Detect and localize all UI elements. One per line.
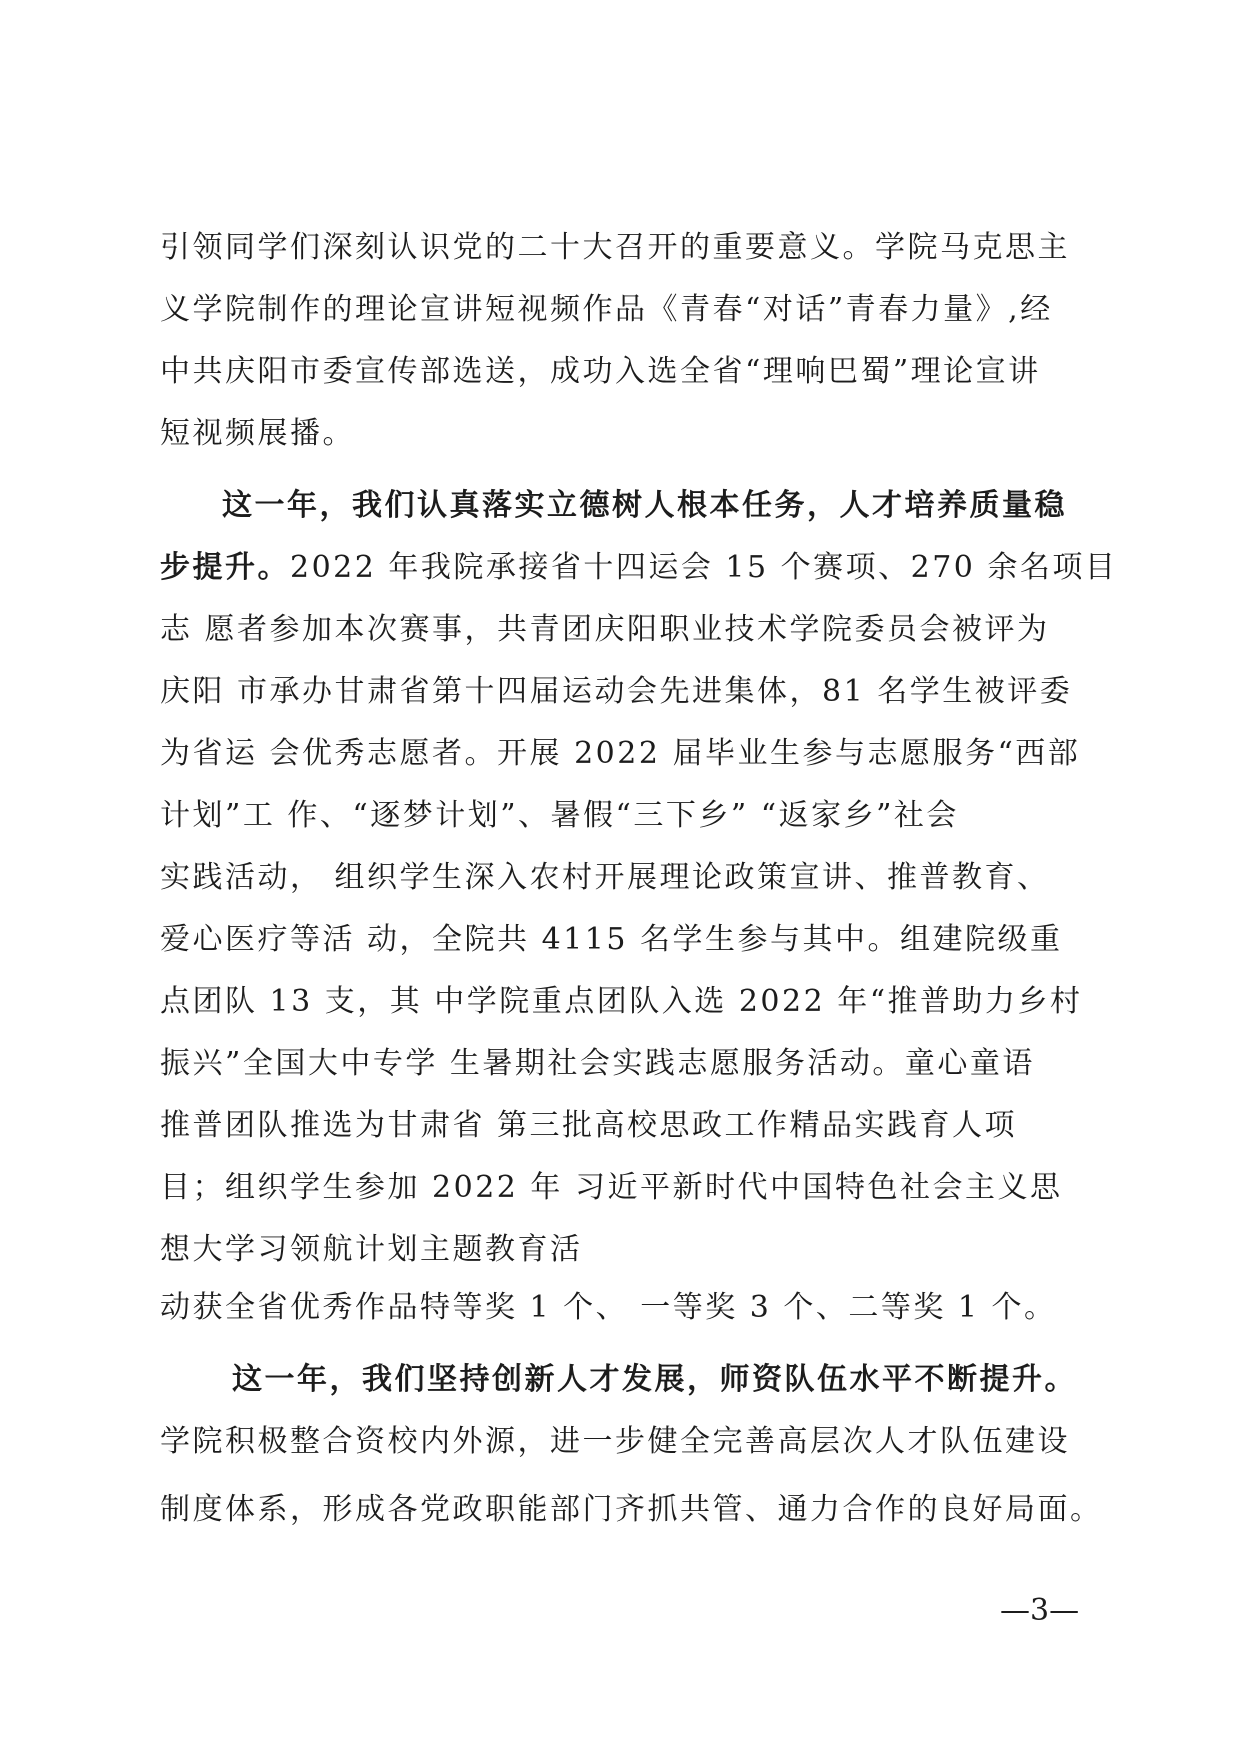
bold-heading: 这一年，我们坚持创新人才发展，师资队伍水平不断提升。 bbox=[232, 1362, 1077, 1397]
section-heading-line bbox=[232, 1362, 1077, 1398]
body-line: 点团队 13 支，其 中学院重点团队入选 2022 年“推普助力乡村 bbox=[160, 984, 1083, 1019]
body-line: 义学院制作的理论宣讲短视频作品《青春“对话”青春力量》,经 bbox=[160, 292, 1053, 327]
section-heading-line bbox=[222, 488, 1067, 524]
body-line: 目；组织学生参加 2022 年 习近平新时代中国特色社会主义思 bbox=[160, 1170, 1063, 1205]
bold-heading: 步提升。 bbox=[160, 550, 290, 585]
body-line bbox=[160, 550, 1117, 586]
body-line: 志 愿者参加本次赛事，共青团庆阳职业技术学院委员会被评为 bbox=[160, 612, 1050, 647]
body-line: 动获全省优秀作品特等奖 1 个、 一等奖 3 个、二等奖 1 个。 bbox=[160, 1290, 1057, 1325]
body-line: 学院积极整合资校内外源，进一步健全完善高层次人才队伍建设 bbox=[160, 1424, 1070, 1459]
body-line: 制度体系，形成各党政职能部门齐抓共管、通力合作的良好局面。 bbox=[160, 1492, 1103, 1527]
bold-heading: 这一年，我们认真落实立德树人根本任务，人才培养质量稳 bbox=[222, 488, 1067, 523]
body-line: 中共庆阳市委宣传部选送，成功入选全省“理响巴蜀”理论宣讲 bbox=[160, 354, 1041, 389]
body-line: 为省运 会优秀志愿者。开展 2022 届毕业生参与志愿服务“西部 bbox=[160, 736, 1081, 771]
body-line: 引领同学们深刻认识党的二十大召开的重要意义。学院马克思主 bbox=[160, 230, 1070, 265]
body-line: 想大学习领航计划主题教育活 bbox=[160, 1232, 583, 1267]
body-line: 庆阳 市承办甘肃省第十四届运动会先进集体，81 名学生被评委 bbox=[160, 674, 1073, 709]
body-line: 短视频展播。 bbox=[160, 416, 355, 451]
page-number: —3— bbox=[1000, 1593, 1080, 1628]
body-line: 计划”工 作、“逐梦计划”、暑假“三下乡” “返家乡”社会 bbox=[160, 798, 959, 833]
body-line: 实践活动， 组织学生深入农村开展理论政策宣讲、推普教育、 bbox=[160, 860, 1050, 895]
body-line: 振兴”全国大中专学 生暑期社会实践志愿服务活动。童心童语 bbox=[160, 1046, 1035, 1081]
body-text: 2022 年我院承接省十四运会 15 个赛项、270 余名项目 bbox=[290, 550, 1118, 585]
body-line: 爱心医疗等活 动，全院共 4115 名学生参与其中。组建院级重 bbox=[160, 922, 1063, 957]
body-line: 推普团队推选为甘肃省 第三批高校思政工作精品实践育人项 bbox=[160, 1108, 1018, 1143]
